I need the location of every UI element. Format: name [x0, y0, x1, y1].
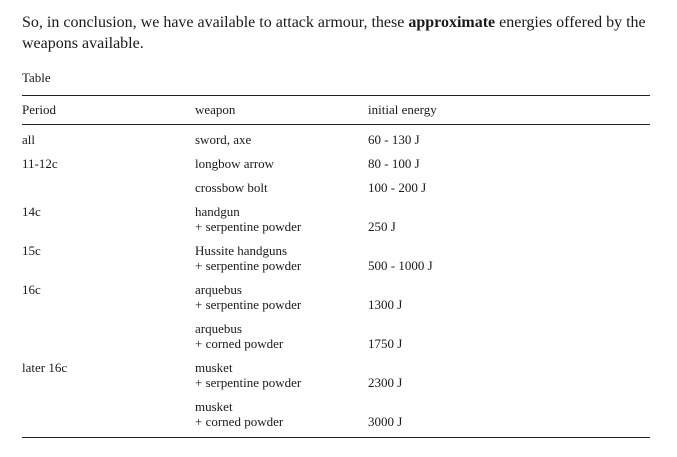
table-row-4-weapon-detail: + serpentine powder	[195, 258, 302, 273]
table-row-5-weapon-detail: + serpentine powder	[195, 297, 302, 312]
intro-bold-word: approximate	[408, 14, 496, 31]
table-row-2-weapon: crossbow bolt	[195, 180, 268, 195]
table-row-1-weapon: longbow arrow	[195, 156, 275, 171]
table-row-7-energy: 2300 J	[368, 375, 403, 390]
table-row-0-energy: 60 - 130 J	[368, 132, 420, 147]
intro-paragraph	[22, 12, 662, 54]
table-top-rule	[22, 95, 650, 96]
table-row-7-weapon-detail: + serpentine powder	[195, 375, 302, 390]
table-row-4-energy: 500 - 1000 J	[368, 258, 433, 273]
table-row-5-energy: 1300 J	[368, 297, 403, 312]
table-row-1-period: 11-12c	[22, 156, 58, 171]
table-row-2-energy: 100 - 200 J	[368, 180, 427, 195]
table-row-3-weapon: handgun	[195, 204, 240, 219]
table-row-0-period: all	[22, 132, 35, 147]
table-row-3-energy: 250 J	[368, 219, 396, 234]
header-energy: initial energy	[368, 102, 437, 117]
table-row-4-weapon: Hussite handguns	[195, 243, 288, 258]
header-period: Period	[22, 102, 56, 117]
table-row-7-weapon: musket	[195, 360, 233, 375]
table-row-4-period: 15c	[22, 243, 41, 258]
table-bottom-rule	[22, 437, 650, 438]
table-row-3-weapon-detail: + serpentine powder	[195, 219, 302, 234]
table-row-3-period: 14c	[22, 204, 41, 219]
table-row-6-weapon-detail: + corned powder	[195, 336, 284, 351]
header-weapon: weapon	[195, 102, 236, 117]
table-row-8-weapon: musket	[195, 399, 233, 414]
table-row-0-weapon: sword, axe	[195, 132, 252, 147]
table-row-1-energy: 80 - 100 J	[368, 156, 420, 171]
intro-text-start: So, in conclusion, we have available to attack armour, these	[22, 14, 409, 31]
table-row-6-energy: 1750 J	[368, 336, 403, 351]
table-row-8-energy: 3000 J	[368, 414, 403, 429]
table-row-5-period: 16c	[22, 282, 41, 297]
intro-text-end: energies offered by the weapons available.	[22, 14, 646, 52]
table-row-7-period: later 16c	[22, 360, 68, 375]
header-bottom-rule	[22, 124, 650, 125]
table-row-5-weapon: arquebus	[195, 282, 242, 297]
table-row-8-weapon-detail: + corned powder	[195, 414, 284, 429]
table-row-6-weapon: arquebus	[195, 321, 242, 336]
table-caption: Table	[22, 70, 51, 85]
